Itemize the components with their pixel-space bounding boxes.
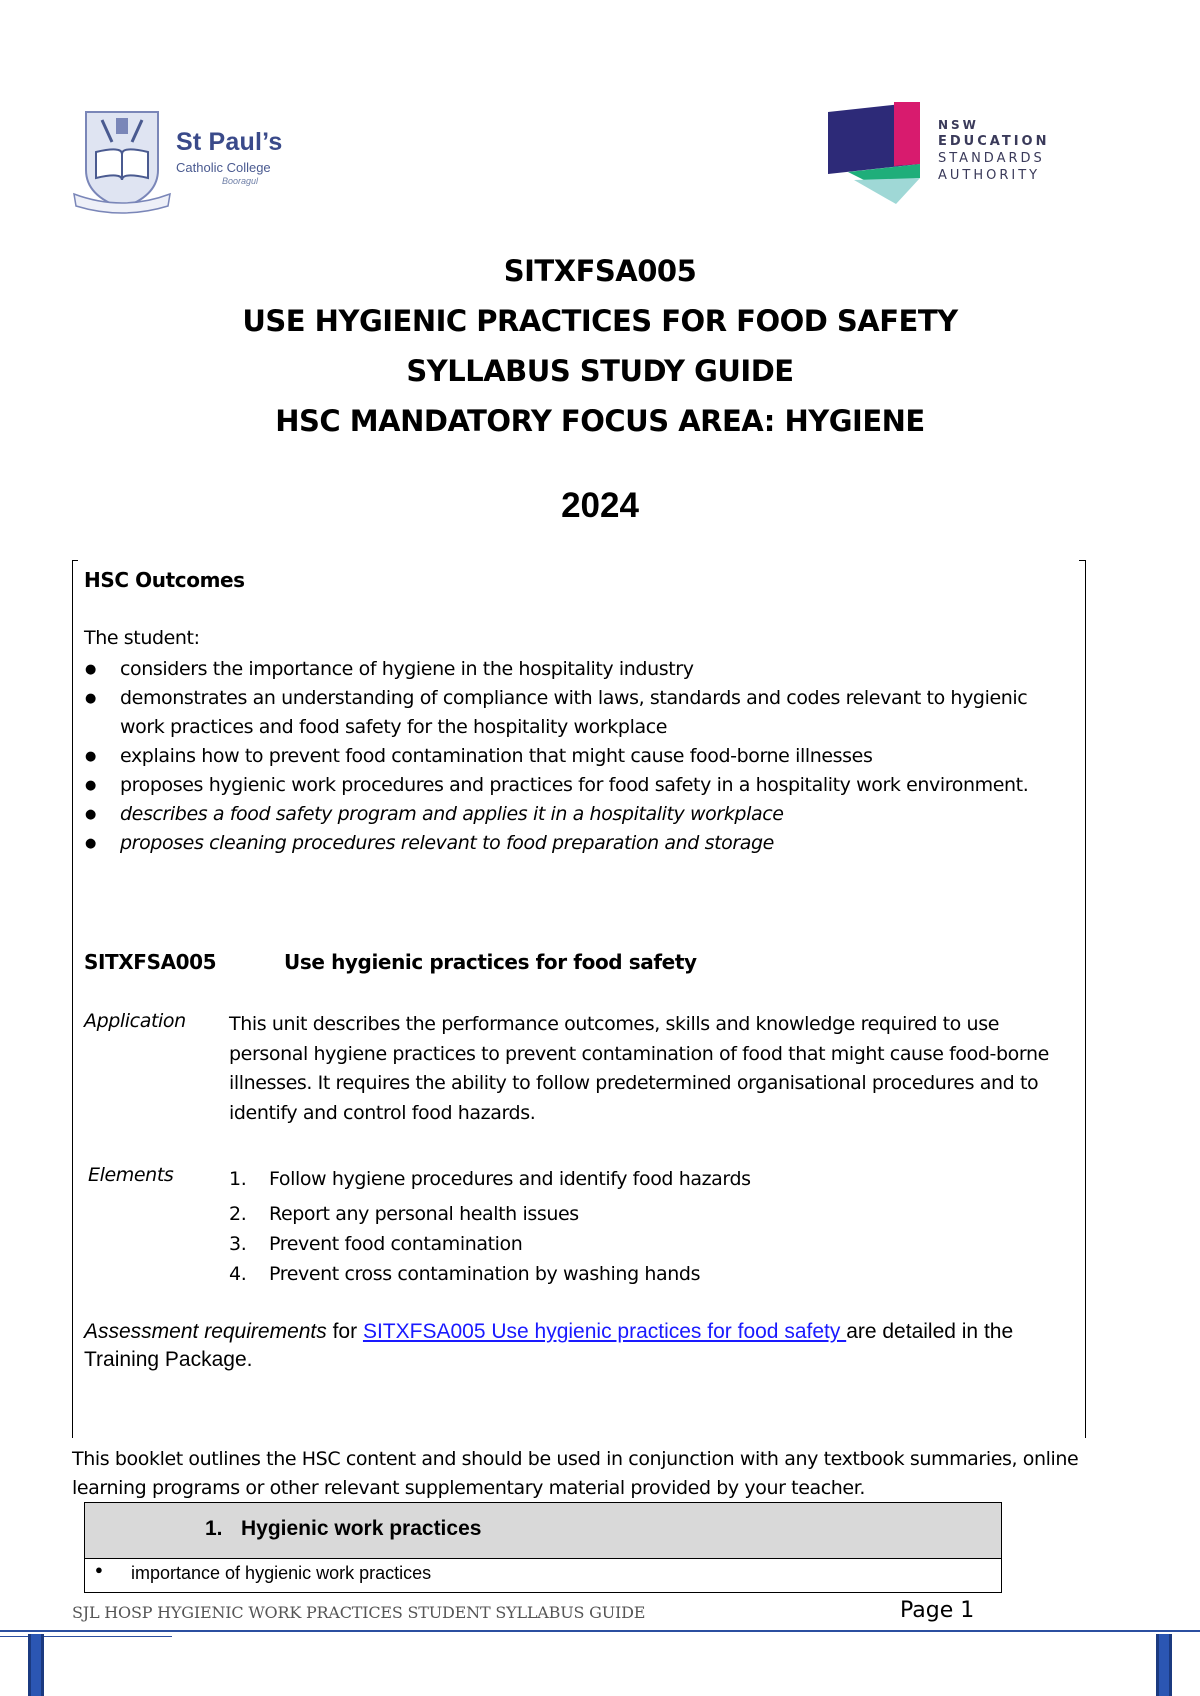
section-row: [84, 1558, 1002, 1593]
assessment-tail: are detailed in the Training Package.: [84, 1320, 1014, 1371]
frame-border-right: [1085, 560, 1086, 1438]
page-edge-bar-left: [28, 1634, 44, 1696]
element-item: [229, 1229, 751, 1259]
footer-rule-short: [0, 1636, 172, 1637]
frame-corner-left: [72, 560, 78, 561]
college-subtitle: Catholic College: [176, 160, 271, 175]
outcome-item: ● explains how to prevent food contamination that might cause food-borne illnesses: [84, 742, 1074, 771]
document-title: [0, 246, 1200, 446]
element-item: [229, 1164, 751, 1199]
title-guide: SYLLABUS STUDY GUIDE: [406, 354, 794, 388]
booklet-note: This booklet outlines the HSC content and should be used in conjunction with any textbook summaries, online learning programs or other relevant supplementary material provided by your teacher.: [72, 1448, 1079, 1499]
outcome-item: ● demonstrates an understanding of compliance with laws, standards and codes relevant to hygienic work practices and food safety for the hospitality workplace: [84, 684, 1074, 742]
element-text: Prevent cross contamination by washing hands: [269, 1263, 701, 1285]
unit-code: SITXFSA005: [84, 950, 217, 974]
element-item: [229, 1199, 751, 1229]
section-item: importance of hygienic work practices: [131, 1563, 432, 1583]
frame-corner-right: [1079, 560, 1086, 561]
section-number: 1.: [205, 1517, 223, 1540]
element-item: [229, 1259, 751, 1289]
nesa-line2: EDUCATION: [938, 134, 1050, 149]
assessment-note: [84, 1318, 1074, 1374]
application-text: This unit describes the performance outcomes, skills and knowledge required to use personal hygiene practices to prevent contamination of food that might cause food-borne illnesses. It requires the ability to follow predetermined organisational procedures and to identify and control food hazards.: [229, 1013, 1049, 1124]
element-text: Prevent food contamination: [269, 1233, 523, 1255]
section-header: [84, 1502, 1002, 1559]
assessment-link[interactable]: SITXFSA005 Use hygienic practices for food safety: [362, 1320, 847, 1343]
assessment-for: for: [326, 1320, 363, 1343]
application-label: Application: [84, 1010, 186, 1032]
nesa-logo: [828, 102, 1058, 212]
section-title: Hygienic work practices: [241, 1517, 482, 1540]
element-text: Follow hygiene procedures and identify food hazards: [269, 1168, 751, 1190]
college-locality: Booragul: [222, 176, 259, 186]
footer-title: SJL HOSP HYGIENIC WORK PRACTICES STUDENT SYLLABUS GUIDE: [72, 1603, 646, 1622]
college-crest-icon: [72, 108, 172, 218]
section-table: [84, 1502, 1002, 1590]
nesa-emblem-icon: [828, 102, 928, 206]
outcomes-intro: The student:: [84, 627, 200, 649]
title-unit-name: USE HYGIENIC PRACTICES FOR FOOD SAFETY: [242, 304, 958, 338]
bullet-icon: ●: [95, 1562, 103, 1577]
element-number: 3.: [229, 1233, 247, 1255]
outcome-item: ● proposes cleaning procedures relevant to food preparation and storage: [84, 829, 1074, 858]
element-number: 4.: [229, 1263, 247, 1285]
st-pauls-logo: [72, 108, 292, 218]
frame-border-left: [72, 560, 73, 1438]
page-edge-bar-right: [1156, 1634, 1172, 1696]
college-name: St Paul’s: [176, 128, 283, 156]
title-focus-area: HSC MANDATORY FOCUS AREA: HYGIENE: [275, 404, 925, 438]
outcome-item: ● proposes hygienic work procedures and practices for food safety in a hospitality work environment.: [84, 771, 1074, 800]
footer-rule: [0, 1630, 1200, 1632]
outcome-item: ● considers the importance of hygiene in the hospitality industry: [84, 655, 1074, 684]
element-number: 2.: [229, 1203, 247, 1225]
element-number: 1.: [229, 1168, 247, 1190]
outcomes-heading: HSC Outcomes: [84, 568, 245, 592]
nesa-line4: AUTHORITY: [938, 168, 1041, 183]
unit-title: Use hygienic practices for food safety: [284, 950, 697, 974]
assessment-label: Assessment requirements: [84, 1320, 327, 1343]
nesa-line1: NSW: [938, 118, 979, 132]
page-number: Page 1: [900, 1598, 975, 1623]
elements-list: [229, 1164, 751, 1289]
title-unit-code: SITXFSA005: [503, 254, 697, 288]
document-year: 2024: [561, 486, 639, 525]
nesa-line3: STANDARDS: [938, 151, 1045, 166]
elements-label: Elements: [88, 1164, 174, 1186]
outcomes-list: [84, 655, 1074, 858]
outcome-item: ● describes a food safety program and applies it in a hospitality workplace: [84, 800, 1074, 829]
element-text: Report any personal health issues: [269, 1203, 579, 1225]
